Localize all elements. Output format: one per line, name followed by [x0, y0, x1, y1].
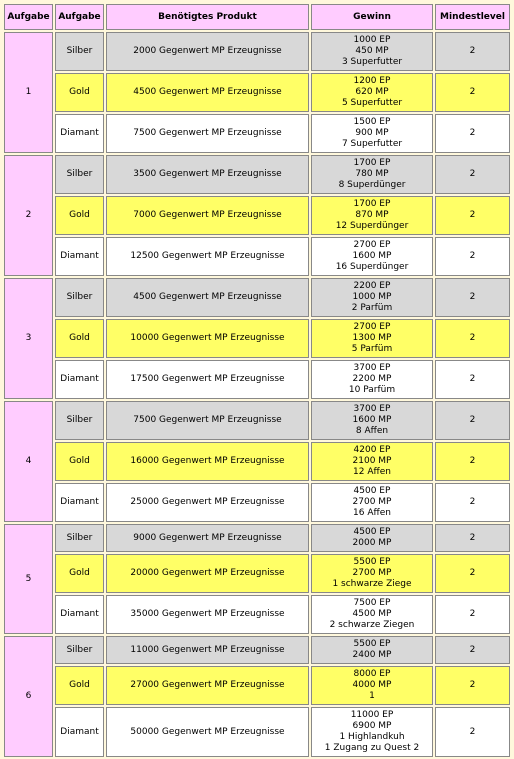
- gewinn-line: 12 Superdünger: [335, 221, 409, 231]
- product-cell: 9000 Gegenwert MP Erzeugnisse: [106, 524, 309, 552]
- product-cell: 11000 Gegenwert MP Erzeugnisse: [106, 636, 309, 664]
- level-cell: 2: [435, 237, 510, 276]
- quest-table: [2, 2, 512, 759]
- product-cell: 4500 Gegenwert MP Erzeugnisse: [106, 73, 309, 112]
- tier-cell: Diamant: [55, 360, 104, 399]
- product-cell: 4500 Gegenwert MP Erzeugnisse: [106, 278, 309, 317]
- gewinn-line: 2200 EP: [353, 281, 391, 291]
- gewinn-cell: [311, 524, 433, 552]
- table-row: [4, 401, 510, 440]
- tier-cell: Gold: [55, 554, 104, 593]
- product-cell: 2000 Gegenwert MP Erzeugnisse: [106, 32, 309, 71]
- gewinn-line: 2100 MP: [352, 456, 392, 466]
- gewinn-line: 8 Affen: [355, 426, 389, 436]
- gewinn-line: 5500 EP: [353, 557, 391, 567]
- gewinn-line: 5500 EP: [353, 639, 391, 649]
- gewinn-line: 2700 EP: [353, 322, 391, 332]
- table-row: [4, 483, 510, 522]
- gewinn-cell: [311, 666, 433, 705]
- gewinn-line: 8000 EP: [353, 669, 391, 679]
- table-row: [4, 155, 510, 194]
- tier-cell: Diamant: [55, 237, 104, 276]
- gewinn-line: 6900 MP: [352, 721, 392, 731]
- gewinn-line: 1 Zugang zu Quest 2: [324, 743, 420, 753]
- gewinn-line: 4500 MP: [352, 609, 392, 619]
- product-cell: 27000 Gegenwert MP Erzeugnisse: [106, 666, 309, 705]
- tier-cell: Diamant: [55, 483, 104, 522]
- product-cell: 12500 Gegenwert MP Erzeugnisse: [106, 237, 309, 276]
- header-aufgabe-tier: Aufgabe: [55, 4, 104, 30]
- table-row: [4, 360, 510, 399]
- tier-cell: Silber: [55, 401, 104, 440]
- table-row: [4, 114, 510, 153]
- tier-cell: Gold: [55, 73, 104, 112]
- gewinn-line: 2700 MP: [352, 568, 392, 578]
- header-gewinn: Gewinn: [311, 4, 433, 30]
- gewinn-line: 780 MP: [355, 169, 389, 179]
- level-cell: 2: [435, 278, 510, 317]
- gewinn-line: 1200 EP: [353, 76, 391, 86]
- gewinn-line: 450 MP: [355, 46, 389, 56]
- header-row: [4, 4, 510, 30]
- product-cell: 3500 Gegenwert MP Erzeugnisse: [106, 155, 309, 194]
- table-row: [4, 319, 510, 358]
- gewinn-line: 1500 EP: [353, 117, 391, 127]
- table-body: [4, 32, 510, 757]
- tier-cell: Silber: [55, 636, 104, 664]
- level-cell: 2: [435, 155, 510, 194]
- gewinn-cell: [311, 442, 433, 481]
- gewinn-line: 1700 EP: [353, 158, 391, 168]
- product-cell: 50000 Gegenwert MP Erzeugnisse: [106, 707, 309, 757]
- gewinn-line: 1 Highlandkuh: [339, 732, 405, 742]
- gewinn-line: 1300 MP: [352, 333, 392, 343]
- level-cell: 2: [435, 666, 510, 705]
- tier-cell: Gold: [55, 666, 104, 705]
- table-row: [4, 32, 510, 71]
- product-cell: 7000 Gegenwert MP Erzeugnisse: [106, 196, 309, 235]
- gewinn-line: 2700 MP: [352, 497, 392, 507]
- gewinn-line: 3 Superfutter: [341, 57, 403, 67]
- level-cell: 2: [435, 483, 510, 522]
- table-row: [4, 666, 510, 705]
- gewinn-line: 7 Superfutter: [341, 139, 403, 149]
- gewinn-cell: [311, 32, 433, 71]
- tier-cell: Silber: [55, 32, 104, 71]
- product-cell: 25000 Gegenwert MP Erzeugnisse: [106, 483, 309, 522]
- level-cell: 2: [435, 360, 510, 399]
- gewinn-cell: [311, 155, 433, 194]
- level-cell: 2: [435, 524, 510, 552]
- gewinn-line: 3700 EP: [353, 404, 391, 414]
- tier-cell: Diamant: [55, 707, 104, 757]
- product-cell: 7500 Gegenwert MP Erzeugnisse: [106, 401, 309, 440]
- task-number-cell: 5: [4, 524, 53, 634]
- table-row: [4, 554, 510, 593]
- quest-table-container: [2, 2, 512, 753]
- gewinn-cell: [311, 554, 433, 593]
- gewinn-line: 1000 MP: [352, 292, 392, 302]
- table-row: [4, 636, 510, 664]
- gewinn-line: 900 MP: [355, 128, 389, 138]
- gewinn-line: 16 Superdünger: [335, 262, 409, 272]
- product-cell: 17500 Gegenwert MP Erzeugnisse: [106, 360, 309, 399]
- header-aufgabe: Aufgabe: [4, 4, 53, 30]
- gewinn-line: 1600 MP: [352, 251, 392, 261]
- gewinn-cell: [311, 319, 433, 358]
- gewinn-cell: [311, 483, 433, 522]
- gewinn-line: 870 MP: [355, 210, 389, 220]
- tier-cell: Diamant: [55, 114, 104, 153]
- gewinn-line: 4000 MP: [352, 680, 392, 690]
- level-cell: 2: [435, 554, 510, 593]
- gewinn-line: 1700 EP: [353, 199, 391, 209]
- gewinn-cell: [311, 73, 433, 112]
- tier-cell: Diamant: [55, 595, 104, 634]
- table-row: [4, 524, 510, 552]
- gewinn-cell: [311, 237, 433, 276]
- gewinn-cell: [311, 278, 433, 317]
- level-cell: 2: [435, 32, 510, 71]
- level-cell: 2: [435, 114, 510, 153]
- gewinn-line: 1000 EP: [353, 35, 391, 45]
- table-row: [4, 442, 510, 481]
- level-cell: 2: [435, 636, 510, 664]
- gewinn-line: 16 Affen: [353, 508, 391, 518]
- gewinn-line: 4500 EP: [353, 527, 391, 537]
- gewinn-cell: [311, 595, 433, 634]
- tier-cell: Gold: [55, 196, 104, 235]
- gewinn-line: 5 Parfüm: [351, 344, 393, 354]
- level-cell: 2: [435, 401, 510, 440]
- level-cell: 2: [435, 319, 510, 358]
- gewinn-line: 1 schwarze Ziege: [332, 579, 412, 589]
- tier-cell: Gold: [55, 319, 104, 358]
- gewinn-line: 2400 MP: [352, 650, 392, 660]
- task-number-cell: 1: [4, 32, 53, 153]
- gewinn-line: 8 Superdünger: [338, 180, 406, 190]
- gewinn-line: 4500 EP: [353, 486, 391, 496]
- gewinn-line: 1600 MP: [352, 415, 392, 425]
- gewinn-line: 3700 EP: [353, 363, 391, 373]
- tier-cell: Silber: [55, 524, 104, 552]
- tier-cell: Silber: [55, 278, 104, 317]
- gewinn-cell: [311, 636, 433, 664]
- level-cell: 2: [435, 196, 510, 235]
- product-cell: 10000 Gegenwert MP Erzeugnisse: [106, 319, 309, 358]
- gewinn-line: 2000 MP: [352, 538, 392, 548]
- gewinn-line: 2 schwarze Ziegen: [329, 620, 415, 630]
- table-row: [4, 707, 510, 757]
- gewinn-line: 2700 EP: [353, 240, 391, 250]
- gewinn-line: 2200 MP: [352, 374, 392, 384]
- gewinn-line: 620 MP: [355, 87, 389, 97]
- product-cell: 20000 Gegenwert MP Erzeugnisse: [106, 554, 309, 593]
- gewinn-line: 11000 EP: [350, 710, 394, 720]
- table-row: [4, 595, 510, 634]
- gewinn-cell: [311, 114, 433, 153]
- level-cell: 2: [435, 442, 510, 481]
- gewinn-cell: [311, 360, 433, 399]
- gewinn-cell: [311, 401, 433, 440]
- gewinn-line: 1: [369, 691, 375, 701]
- product-cell: 16000 Gegenwert MP Erzeugnisse: [106, 442, 309, 481]
- gewinn-line: 4200 EP: [353, 445, 391, 455]
- header-mindestlevel: Mindestlevel: [435, 4, 510, 30]
- gewinn-line: 10 Parfüm: [348, 385, 396, 395]
- level-cell: 2: [435, 707, 510, 757]
- header-product: Benötigtes Produkt: [106, 4, 309, 30]
- table-row: [4, 237, 510, 276]
- level-cell: 2: [435, 595, 510, 634]
- product-cell: 35000 Gegenwert MP Erzeugnisse: [106, 595, 309, 634]
- gewinn-line: 2 Parfüm: [351, 303, 393, 313]
- gewinn-cell: [311, 196, 433, 235]
- table-row: [4, 196, 510, 235]
- gewinn-line: 7500 EP: [353, 598, 391, 608]
- product-cell: 7500 Gegenwert MP Erzeugnisse: [106, 114, 309, 153]
- gewinn-cell: [311, 707, 433, 757]
- gewinn-line: 5 Superfutter: [341, 98, 403, 108]
- tier-cell: Silber: [55, 155, 104, 194]
- table-row: [4, 73, 510, 112]
- tier-cell: Gold: [55, 442, 104, 481]
- level-cell: 2: [435, 73, 510, 112]
- task-number-cell: 2: [4, 155, 53, 276]
- task-number-cell: 3: [4, 278, 53, 399]
- task-number-cell: 6: [4, 636, 53, 757]
- gewinn-line: 12 Affen: [353, 467, 391, 477]
- table-row: [4, 278, 510, 317]
- task-number-cell: 4: [4, 401, 53, 522]
